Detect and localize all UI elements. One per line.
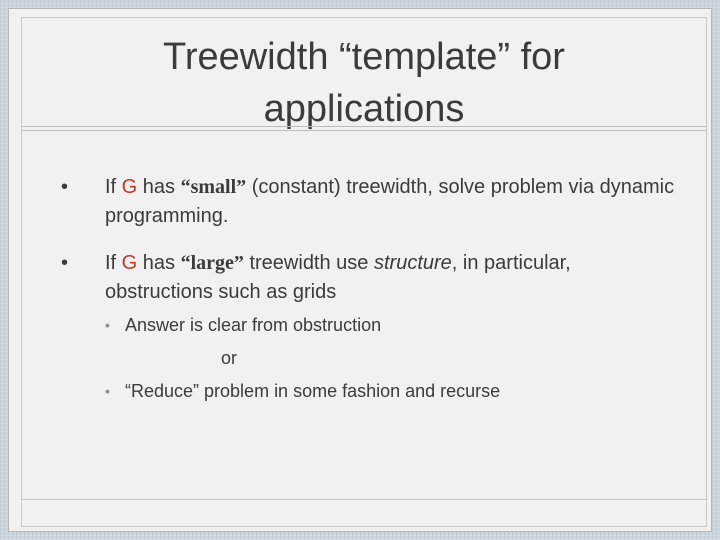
- title-line-2: applications: [263, 88, 465, 130]
- footer-rule: [21, 499, 707, 500]
- bullet-text: has: [137, 252, 181, 274]
- sub-bullet-marker: •: [105, 317, 110, 333]
- title-rule-bottom: [21, 130, 707, 131]
- bullet-emphasis: “small”: [180, 176, 247, 198]
- slide: [9, 9, 711, 531]
- page-title: [21, 31, 707, 135]
- bullet-text: , in particular, obstructions such as grids: [105, 252, 571, 303]
- bullet-marker: •: [61, 252, 69, 274]
- title-line-1: Treewidth “template” for: [163, 36, 565, 78]
- sub-bullet-obstruction: [105, 309, 681, 342]
- graph-symbol-g: G: [121, 176, 138, 198]
- bullet-text: (constant) treewidth, solve problem via dynamic programming.: [105, 176, 675, 227]
- sub-bullet-list: [105, 309, 681, 408]
- bullet-emphasis: “large”: [180, 252, 244, 274]
- sub-bullet-text: “Reduce” problem in some fashion and recurse: [125, 381, 501, 401]
- graph-symbol-g: G: [121, 252, 138, 274]
- bullet-italic: structure: [373, 252, 452, 274]
- bullet-text: If: [105, 252, 122, 274]
- title-area: [21, 17, 707, 135]
- bullet-text: If: [105, 176, 122, 198]
- bullet-marker: •: [61, 176, 69, 198]
- bullet-large-treewidth: [61, 249, 681, 408]
- sub-bullet-marker: •: [105, 383, 110, 399]
- title-rule-top: [21, 126, 707, 127]
- sub-bullet-or: or: [221, 348, 238, 368]
- bullet-text: has: [137, 176, 181, 198]
- bullet-text: treewidth use: [243, 252, 374, 274]
- bullet-small-treewidth: [61, 173, 681, 231]
- sub-bullet-text: Answer is clear from obstruction: [125, 315, 382, 335]
- slide-content: [61, 173, 681, 426]
- sub-bullet-reduce: [105, 375, 681, 408]
